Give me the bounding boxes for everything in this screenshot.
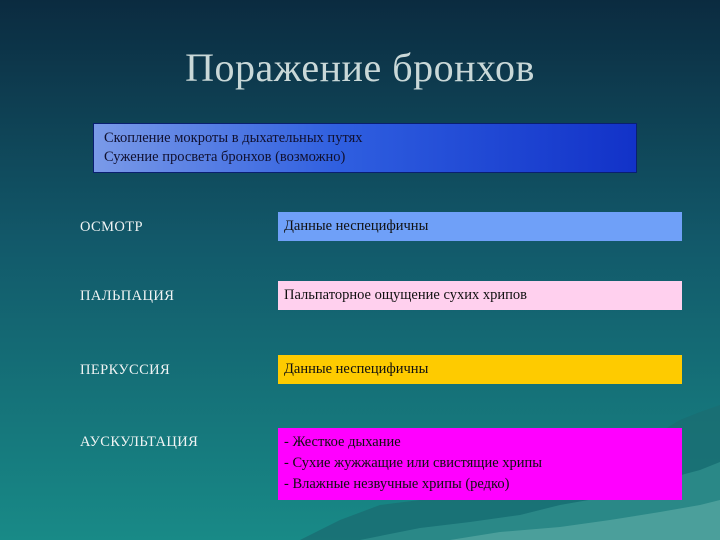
finding-cell-palpation [278,281,682,310]
finding-text: Данные неспецифичны [284,361,429,377]
finding-cell-percussion [278,355,682,384]
finding-text: - Сухие жужжащие или свистящие хрипы [284,455,543,471]
finding-cell-auscultation [278,428,682,500]
finding-text: Данные неспецифичны [284,218,429,234]
slide-title: Поражение бронхов [185,45,535,90]
summary-box [93,123,637,173]
row-label-palpation: ПАЛЬПАЦИЯ [80,288,175,304]
finding-text: - Влажные незвучные хрипы (редко) [284,476,510,492]
row-label-percussion: ПЕРКУССИЯ [80,362,171,378]
finding-text: - Жесткое дыхание [284,434,401,450]
row-label-auscultation: АУСКУЛЬТАЦИЯ [80,434,199,450]
row-label-inspection: ОСМОТР [80,219,144,235]
summary-line: Скопление мокроты в дыхательных путях [104,130,363,146]
finding-text: Пальпаторное ощущение сухих хрипов [284,287,527,303]
summary-line: Сужение просвета бронхов (возможно) [104,149,346,165]
finding-cell-inspection [278,212,682,241]
